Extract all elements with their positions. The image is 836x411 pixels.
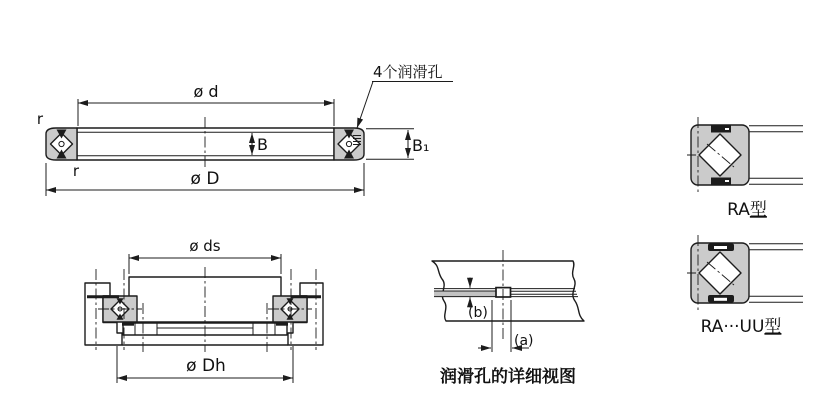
lube-hole-detail-view xyxy=(432,250,584,387)
r-label-top: r xyxy=(36,110,44,128)
ra-type-figure xyxy=(687,117,803,220)
b1-label: B₁ xyxy=(412,136,430,155)
phi-D-dimension xyxy=(46,163,364,196)
phi-dh-label: ø Dh xyxy=(186,356,226,376)
lube-groove xyxy=(434,291,496,297)
b-depth-label: (b) xyxy=(468,305,488,321)
a-label: (a) xyxy=(514,333,534,349)
cross-section-view xyxy=(37,63,453,196)
b-label: B xyxy=(257,135,268,154)
lube-note-label: 4个润滑孔 xyxy=(373,63,443,81)
ra-type-label: RA型 xyxy=(727,200,767,220)
detail-caption: 润滑孔的详细视图 xyxy=(440,367,576,387)
mounting-view xyxy=(85,237,323,383)
ra-uu-type-figure xyxy=(687,235,803,337)
phi-ds-label: ø ds xyxy=(189,237,221,255)
phi-D-label: ø D xyxy=(190,169,220,189)
lube-note xyxy=(357,63,453,128)
r-label-bottom: r xyxy=(72,162,80,180)
ring-band xyxy=(77,128,334,160)
phi-d-dimension xyxy=(78,82,334,126)
ra-uu-type-label: RA···UU型 xyxy=(700,317,782,337)
phi-d-label: ø d xyxy=(193,82,219,101)
b1-dimension xyxy=(366,129,429,160)
